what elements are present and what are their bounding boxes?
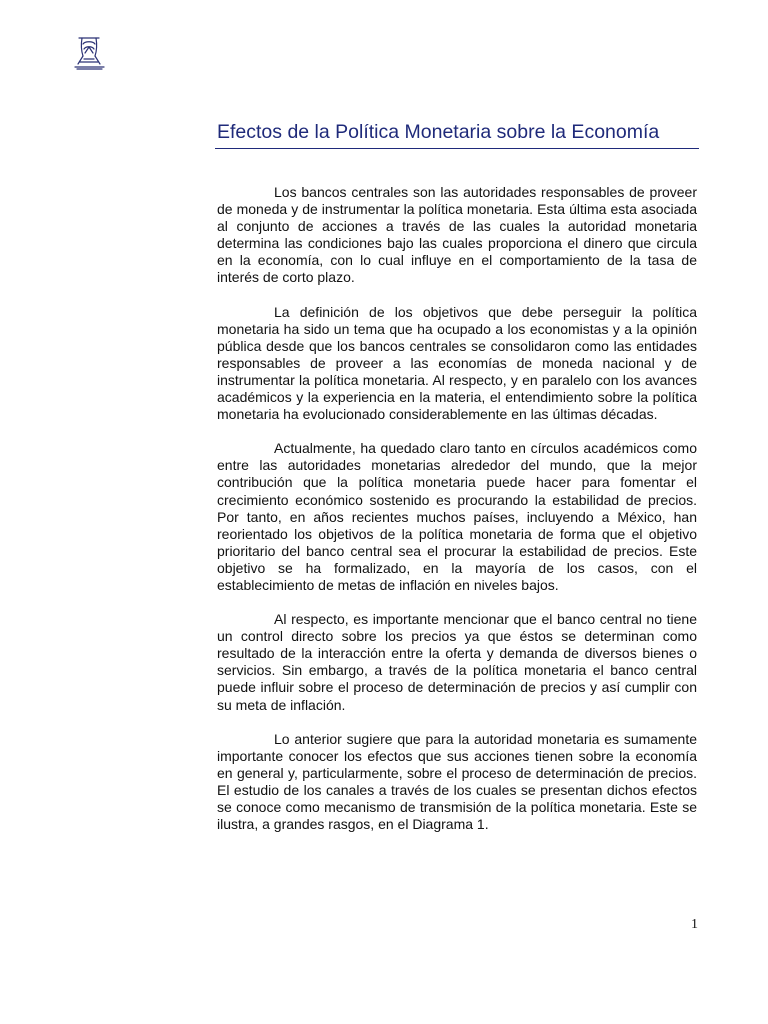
document-title: Efectos de la Política Monetaria sobre la Economía bbox=[217, 121, 660, 143]
document-body bbox=[217, 184, 697, 850]
paragraph-5: Lo anterior sugiere que para la autoridad monetaria es sumamente importante conocer los efectos que sus acciones tienen sobre la economía en general y, particularmente, sobre el proceso de determinación de precios. El estudio de los canales a través de los cuales se presentan dichos efectos se conoce como mecanismo de transmisión de la política monetaria. Este se ilustra, a grandes rasgos, en el Diagrama 1. bbox=[217, 730, 697, 833]
paragraph-2: La definición de los objetivos que debe perseguir la política monetaria ha sido un tema que ha ocupado a los economistas y a la opinión pública desde que los bancos centrales se consolidaron como las entidades responsables de proveer a las economías de moneda nacional y de instrumentar la política monetaria. Al respecto, y en paralelo con los avances académicos y la experiencia en la materia, el entendimiento sobre la política monetaria ha evolucionado considerablemente en las últimas décadas. bbox=[217, 303, 697, 423]
page-number: 1 bbox=[691, 917, 698, 932]
paragraph-3: Actualmente, ha quedado claro tanto en círculos académicos como entre las autoridades monetarias alrededor del mundo, que la mejor contribución que la política monetaria puede hacer para fomentar el crecimiento económico sostenido es procurando la estabilidad de precios. Por tanto, en años recientes muchos países, incluyendo a México, han reorientado los objetivos de la política monetaria de forma que el objetivo prioritario del banco central sea el procurar la estabilidad de precios. Este objetivo se ha formalizado, en la mayoría de los casos, con el establecimiento de metas de inflación en niveles bajos. bbox=[217, 440, 697, 593]
paragraph-4: Al respecto, es importante mencionar que el banco central no tiene un control directo sobre los precios ya que éstos se determinan como resultado de la interacción entre la oferta y demanda de diversos bienes o servicios. Sin embargo, a través de la política monetaria el banco central puede influir sobre el proceso de determinación de precios y así cumplir con su meta de inflación. bbox=[217, 611, 697, 713]
paragraph-1: Los bancos centrales son las autoridades responsables de proveer de moneda y de instrumentar la política monetaria. Esta última esta asociada al conjunto de acciones a través de las cuales la autoridad monetaria determina las condiciones bajo las cuales proporciona el dinero que circula en la economía, con lo cual influye en el comportamiento de la tasa de interés de corto plazo. bbox=[217, 184, 697, 286]
title-underline bbox=[215, 148, 699, 149]
institution-seal-icon bbox=[72, 34, 106, 70]
